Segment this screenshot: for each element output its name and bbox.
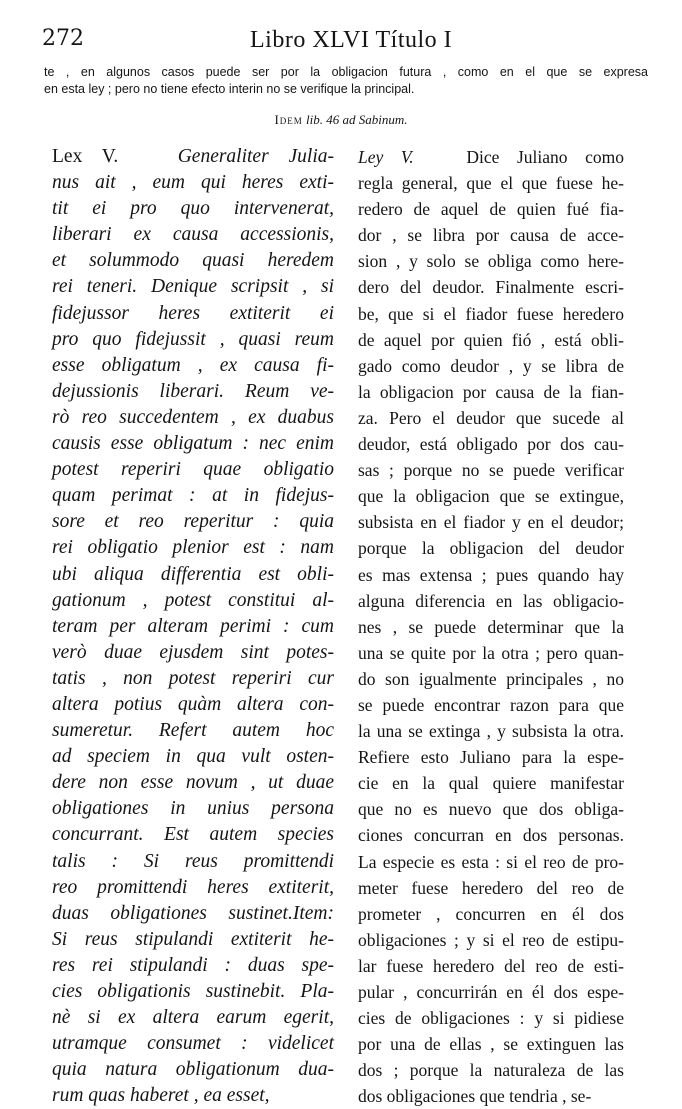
text-line: pro quo fidejussit , quasi reum (52, 328, 334, 350)
text-line: alguna diferencia en las obligacio- (358, 590, 624, 611)
spanish-text-column (358, 144, 624, 1109)
text-line: dejussionis liberari. Reum ve- (52, 380, 334, 402)
text-line: dos ; porque la naturaleza de las (358, 1060, 624, 1081)
text-line: cie en la qual quiere manifestar (358, 773, 624, 794)
page-number: 272 (42, 26, 84, 51)
text-line (52, 144, 334, 170)
text-line: causis esse obligatum : nec enim (52, 433, 334, 455)
text-line: la una se extinga , y subsista la otra. (358, 721, 624, 742)
continuation-line: en esta ley ; pero no tiene efecto interin no se verifique la principal. (44, 82, 415, 96)
text-line: duas obligationes sustinet.Item: (52, 902, 334, 924)
text-line: do son igualmente principales , no (358, 668, 624, 689)
text-line: dor , se libra por causa de acce- (358, 225, 624, 246)
text-line: La especie es esta : si el reo de pro- (358, 851, 624, 872)
text-line: tatis , non potest reperiri cur (52, 667, 334, 689)
text-line: be, que si el fiador fuese heredero (358, 303, 624, 324)
text-line: Refiere esto Juliano para la espe- (358, 747, 624, 768)
text-line: pular , concurrirán en él dos espe- (358, 982, 624, 1002)
law-number: Ley V. (358, 147, 414, 167)
text-line: sas ; porque no se puede verificar (358, 460, 624, 481)
text-line: rum quas haberet , ea esset, (52, 1085, 270, 1107)
text-line: esse obligatum , ex causa fi- (52, 354, 334, 376)
citation-work: ad Sabinum. (342, 112, 408, 127)
text-line: prometer , concurren en él dos (358, 903, 624, 924)
law-number: Lex V. (52, 146, 119, 167)
running-head: Libro XLVI Título I (250, 27, 453, 53)
text-line: ubi aliqua differentia est obli- (52, 563, 334, 585)
text-line: se puede encontrar razon para que (358, 694, 624, 715)
latin-text-column (52, 144, 334, 1109)
continuation-line: te , en algunos casos puede ser por la obligacion futura , como en el que se expresa (44, 65, 648, 79)
text-line: ad speciem in qua vult osten- (52, 746, 334, 768)
text-line: subsista en el fiador y en el deudor; (358, 512, 624, 533)
text-line: ciones concurran en dos personas. (358, 825, 624, 846)
text-line-content: Dice Juliano como (466, 147, 625, 167)
text-line: meter fuese heredero del reo de (358, 877, 624, 898)
text-line: porque la obligacion del deudor (358, 538, 624, 559)
text-line: obligaciones ; y si el reo de estipu- (358, 929, 624, 950)
text-line: la obligacion por causa de la fian- (358, 381, 624, 402)
text-line: sumeretur. Refert autem hoc (52, 720, 334, 742)
text-line: talis : Si reus promittendi (52, 850, 334, 872)
text-line: Si reus stipulandi extiterit he- (52, 928, 334, 950)
citation-author: Idem (274, 112, 303, 127)
text-line: reo promittendi heres extiterit, (52, 876, 334, 898)
text-line: cies obligationis sustinebit. Pla- (52, 981, 334, 1002)
text-line: gado como deudor , y se libra de (358, 355, 624, 376)
text-line: rò reo succedentem , ex duabus (52, 406, 334, 428)
text-line: que la obligacion que se extingue, (358, 486, 624, 507)
text-line: et solummodo quasi heredem (52, 250, 334, 272)
text-line: es mas extensa ; pues quando hay (358, 564, 624, 585)
text-line: obligationes in unius persona (52, 798, 334, 820)
text-line: sore et reo reperitur : quia (52, 511, 334, 533)
text-line: teram per alteram perimi : cum (52, 615, 334, 637)
text-line: rei obligatio plenior est : nam (52, 537, 334, 559)
text-line: que no es nuevo que dos obliga- (358, 799, 624, 820)
text-line: regla general, que el que fuese he- (358, 173, 624, 194)
text-line: lar fuese heredero del reo de esti- (358, 955, 624, 976)
text-line: tit ei pro quo intervenerat, (52, 198, 334, 220)
text-line: res rei stipulandi : duas spe- (52, 954, 334, 976)
text-line (358, 144, 624, 170)
text-line: nè si ex altera earum egerit, (52, 1007, 334, 1029)
text-line: una se quite por la otra ; pero quan- (358, 642, 624, 663)
text-line: quia natura obligationum dua- (52, 1059, 334, 1081)
text-line: fidejussor heres extiterit ei (52, 302, 334, 324)
text-line: nus ait , eum qui heres exti- (52, 172, 334, 194)
text-line: por una de ellas , se extinguen las (358, 1034, 624, 1055)
text-line: gationum , potest constitui al- (52, 589, 334, 611)
continuation-note (44, 64, 648, 98)
text-line: dos obligaciones que tendria , se- (358, 1086, 592, 1107)
text-line: concurrant. Est autem species (52, 824, 334, 846)
text-line: sion , y solo se obliga como here- (358, 251, 624, 272)
text-line: redero de aquel de quien fué fia- (358, 199, 624, 220)
text-line: utramque consumet : videlicet (52, 1033, 334, 1055)
text-line: cies de obligaciones : y si pidiese (358, 1008, 624, 1029)
text-line: potest reperiri quae obligatio (52, 459, 334, 481)
text-line: za. Pero el deudor que sucede al (358, 407, 624, 428)
text-line: altera potius quàm altera con- (52, 693, 334, 715)
source-citation (0, 112, 682, 128)
text-line: nes , se puede determinar que la (358, 616, 624, 637)
text-line: deudor, está obligado por dos cau- (358, 434, 624, 455)
text-line: de aquel por quien fió , está obli- (358, 329, 624, 350)
text-line: rei teneri. Denique scripsit , si (52, 276, 334, 298)
text-line: verò duae ejusdem sint potes- (52, 641, 334, 663)
text-line: quam perimat : at in fidejus- (52, 485, 334, 507)
text-line-content: Generaliter Julia- (177, 146, 334, 167)
citation-book: lib. 46 (306, 112, 340, 127)
text-line: liberari ex causa accessionis, (52, 224, 334, 246)
text-line: dere non esse novum , ut duae (52, 772, 334, 794)
text-line: dero del deudor. Finalmente escri- (358, 277, 624, 298)
